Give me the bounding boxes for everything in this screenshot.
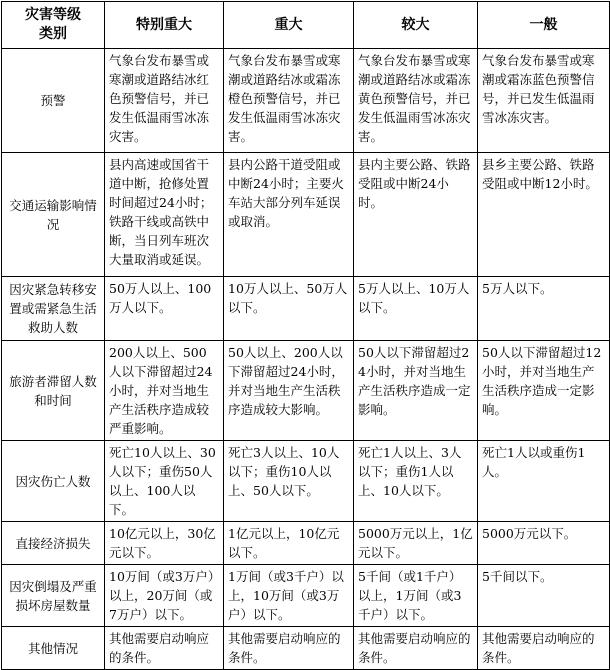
level-header-larger: 较大 bbox=[354, 2, 478, 49]
table-row bbox=[2, 277, 610, 341]
table-cell: 5千间以下。 bbox=[478, 565, 610, 627]
table-cell: 其他需要启动响应的条件。 bbox=[354, 627, 478, 670]
corner-header: 灾害等级 类别 bbox=[2, 2, 105, 49]
row-category: 预警 bbox=[2, 49, 105, 153]
table-row bbox=[2, 565, 610, 627]
table-cell: 县乡主要公路、铁路受阻或中断12小时。 bbox=[478, 153, 610, 277]
level-header-especially-major: 特别重大 bbox=[105, 2, 224, 49]
table-cell: 其他需要启动响应的条件。 bbox=[224, 627, 354, 670]
table-cell: 气象台发布暴雪或寒潮或道路结冰或霜冻橙色预警信号，并已发生低温雨雪冰冻灾害。 bbox=[224, 49, 354, 153]
table-row bbox=[2, 49, 610, 153]
table-cell: 气象台发布暴雪或寒潮或道路结冰或霜冻黄色预警信号，并已发生低温雨雪冰冻灾害。 bbox=[354, 49, 478, 153]
table-cell: 10万人以上、50万人以下。 bbox=[224, 277, 354, 341]
table-cell: 5000万元以下。 bbox=[478, 522, 610, 565]
table-cell: 其他需要启动响应的条件。 bbox=[478, 627, 610, 670]
row-category: 因灾倒塌及严重损坏房屋数量 bbox=[2, 565, 105, 627]
table-cell: 50人以上、200人以下滞留超过24小时，并对当地生产生活秩序造成较大影响。 bbox=[224, 341, 354, 441]
table-cell: 气象台发布暴雪或寒潮或道路结冰红色预警信号，并已发生低温雨雪冰冻灾害。 bbox=[105, 49, 224, 153]
table-cell: 5万人以上、10万人以下。 bbox=[354, 277, 478, 341]
table-cell: 其他需要启动响应的条件。 bbox=[105, 627, 224, 670]
level-header-major: 重大 bbox=[224, 2, 354, 49]
table-row bbox=[2, 522, 610, 565]
table-cell: 50万人以上、100万人以下。 bbox=[105, 277, 224, 341]
disaster-level-table bbox=[1, 1, 610, 670]
table-cell: 1万间（或3千户）以上，10万间（或3万户）以下。 bbox=[224, 565, 354, 627]
table-cell: 10亿元以上，30亿元以下。 bbox=[105, 522, 224, 565]
table-cell: 10万间（或3万户）以上，20万间（或7万户）以下。 bbox=[105, 565, 224, 627]
table-cell: 死亡10人以上、30人以下；重伤50人以上、100人以下。 bbox=[105, 441, 224, 522]
row-category: 直接经济损失 bbox=[2, 522, 105, 565]
row-category: 因灾紧急转移安置或需紧急生活救助人数 bbox=[2, 277, 105, 341]
row-category: 其他情况 bbox=[2, 627, 105, 670]
table-cell: 死亡1人以或重伤1人。 bbox=[478, 441, 610, 522]
header-row bbox=[2, 2, 610, 49]
table-cell: 死亡3人以上、10人以下；重伤10人以上、50人以下。 bbox=[224, 441, 354, 522]
table-cell: 50人以下滞留超过24小时，并对当地生产生活秩序造成一定影响。 bbox=[354, 341, 478, 441]
table-row bbox=[2, 153, 610, 277]
table-cell: 死亡1人以上、3人以下；重伤1人以上、10人以下。 bbox=[354, 441, 478, 522]
table-cell: 5000万元以上，1亿元以下。 bbox=[354, 522, 478, 565]
table-row bbox=[2, 627, 610, 670]
table-cell: 1亿元以上，10亿元以下。 bbox=[224, 522, 354, 565]
table-cell: 县内高速或国省干道中断，抢修处置时间超过24小时；铁路干线或高铁中断，当日列车班次大量取消或延误。 bbox=[105, 153, 224, 277]
table-cell: 县内主要公路、铁路受阻或中断24小时。 bbox=[354, 153, 478, 277]
level-header-general: 一般 bbox=[478, 2, 610, 49]
table-cell: 5万人以下。 bbox=[478, 277, 610, 341]
table-row bbox=[2, 441, 610, 522]
table-cell: 气象台发布暴雪或寒潮或霜冻蓝色预警信号，并已发生低温雨雪冰冻灾害。 bbox=[478, 49, 610, 153]
row-category: 旅游者滞留人数和时间 bbox=[2, 341, 105, 441]
table-cell: 5千间（或1千户）以上，1万间（或3千户）以下。 bbox=[354, 565, 478, 627]
table-cell: 200人以上、500人以下滞留超过24小时，并对当地生产生活秩序造成较严重影响。 bbox=[105, 341, 224, 441]
table-cell: 县内公路干道受阻或中断24小时；主要火车站大部分列车延误或取消。 bbox=[224, 153, 354, 277]
table-row bbox=[2, 341, 610, 441]
row-category: 因灾伤亡人数 bbox=[2, 441, 105, 522]
row-category: 交通运输影响情况 bbox=[2, 153, 105, 277]
table-cell: 50人以下滞留超过12小时，并对当地生产生活秩序造成一定影响。 bbox=[478, 341, 610, 441]
